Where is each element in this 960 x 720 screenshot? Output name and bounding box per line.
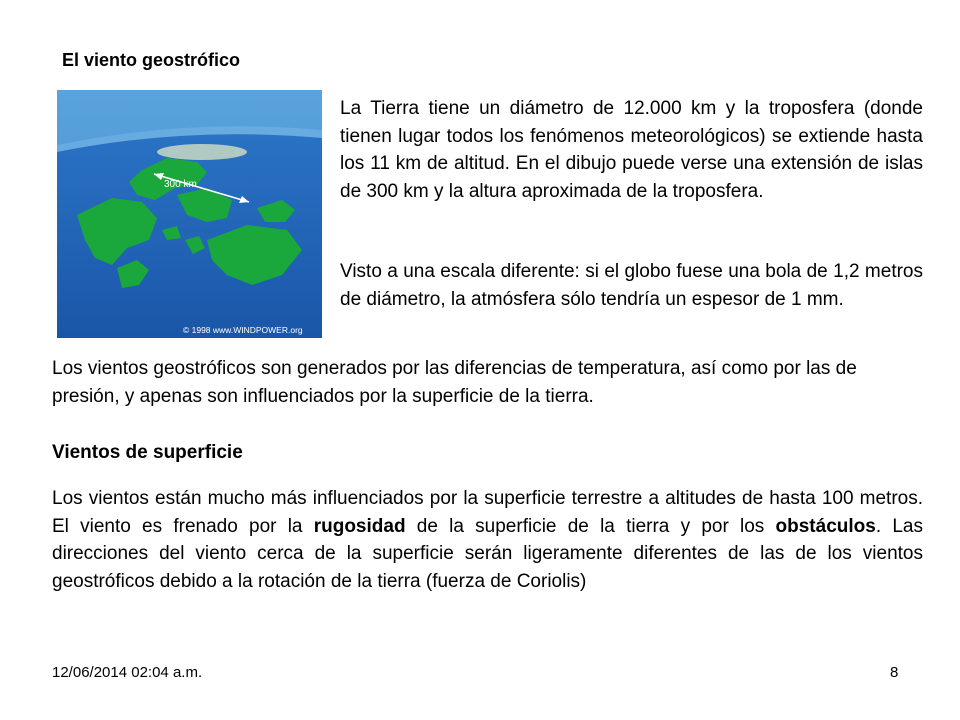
paragraph-surface-winds-part1: Los vientos están mucho más influenciados por la superficie terrestre a altitudes de hasta 100 metros. El viento es frenado por la bbox=[52, 488, 923, 537]
term-rugosidad: rugosidad bbox=[313, 515, 406, 537]
distance-label: 300 km bbox=[164, 179, 197, 190]
paragraph-surface-winds-part3: . Las direcciones del viento cerca de la superficie serán ligeramente diferentes de las de los vientos geostróficos debido a la rotación de la tierra (fuerza de Coriolis) bbox=[52, 515, 923, 592]
image-copyright: © 1998 www.WINDPOWER.org bbox=[183, 325, 303, 335]
surface-winds-heading: Vientos de superficie bbox=[52, 442, 243, 463]
term-obstaculos: obstáculos bbox=[775, 515, 876, 537]
paragraph-surface-winds-part2: de la superficie de la tierra y por los bbox=[405, 515, 776, 537]
footer-date: 12/06/2014 02:04 a.m. bbox=[52, 664, 203, 681]
paragraph-scale: Visto a una escala diferente: si el globo fuese una bola de 1,2 metros de diámetro, la atmósfera sólo tendría un espesor de 1 mm. bbox=[340, 261, 923, 310]
slide-title: El viento geostrófico bbox=[62, 50, 241, 70]
page-number: 8 bbox=[890, 664, 899, 681]
paragraph-earth-diameter: La Tierra tiene un diámetro de 12.000 km y la troposfera (donde tienen lugar todos los fenómenos meteorológicos) se extiende hasta los 11 km de altitud. En el dibujo puede verse una extensión de islas de 300 km y la altura aproximada de la troposfera. bbox=[340, 98, 923, 202]
earth-troposphere-image bbox=[57, 90, 322, 338]
paragraph-surface-winds bbox=[52, 485, 923, 595]
paragraph-geostrophic-winds: Los vientos geostróficos son generados por las diferencias de temperatura, así como por las de presión, y apenas son influenciados por la superficie de la tierra. bbox=[52, 358, 857, 407]
